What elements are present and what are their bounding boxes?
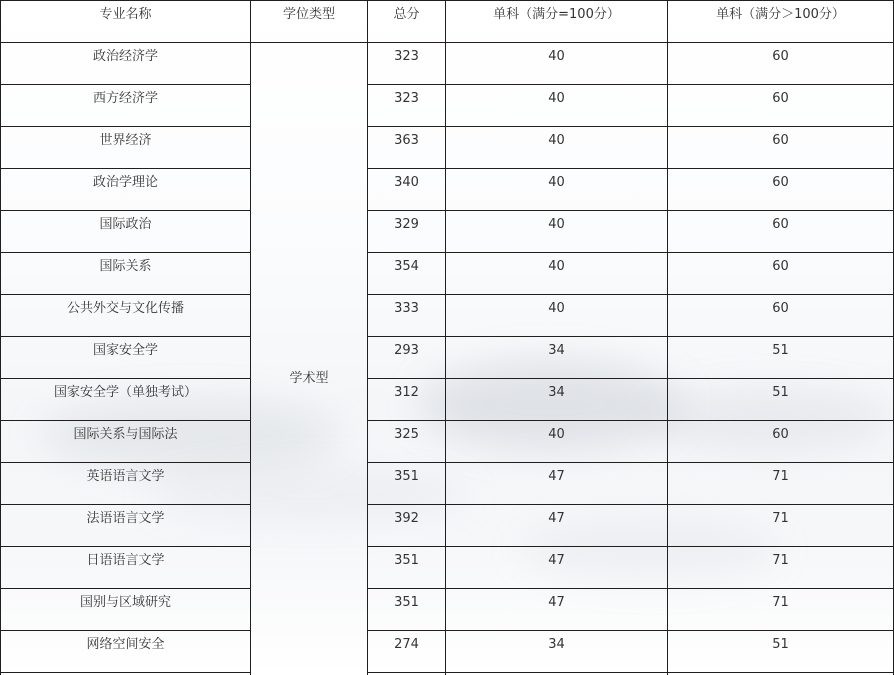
header-degree-type: 学位类型 xyxy=(251,1,368,43)
table-row xyxy=(1,631,894,673)
cell-major: 国际关系 xyxy=(1,253,251,295)
table-row xyxy=(1,85,894,127)
table-row xyxy=(1,505,894,547)
cell-single-100: 47 xyxy=(446,505,668,547)
cell-single-100: 40 xyxy=(446,253,668,295)
cell-major: 国家安全学（单独考试） xyxy=(1,379,251,421)
table-row xyxy=(1,463,894,505)
cell-total: 325 xyxy=(368,421,446,463)
cell-single-over-100: 60 xyxy=(668,211,894,253)
cell-single-100: 47 xyxy=(446,463,668,505)
cell-major: 政治经济学 xyxy=(1,43,251,85)
cell-single-100: 40 xyxy=(446,85,668,127)
cell-single-100: 34 xyxy=(446,379,668,421)
cell-single-over-100: 51 xyxy=(668,379,894,421)
cell-total: 323 xyxy=(368,43,446,85)
cell-major: 国际政治 xyxy=(1,211,251,253)
cell-single-100: 40 xyxy=(446,43,668,85)
cell-single-100: 47 xyxy=(446,589,668,631)
cell-single-100: 34 xyxy=(446,337,668,379)
table-row xyxy=(1,295,894,337)
cell-single-over-100: 60 xyxy=(668,253,894,295)
cell-major: 法语语言文学 xyxy=(1,505,251,547)
table-row xyxy=(1,169,894,211)
cell-major: 西方经济学 xyxy=(1,85,251,127)
cell-single-over-100: 71 xyxy=(668,505,894,547)
cell-single-over-100: 51 xyxy=(668,337,894,379)
cell-total: 333 xyxy=(368,295,446,337)
table-row xyxy=(1,589,894,631)
cell-single-over-100: 71 xyxy=(668,589,894,631)
table-row xyxy=(1,43,894,85)
cell-single-100: 34 xyxy=(446,631,668,673)
cell-total: 351 xyxy=(368,547,446,589)
cell-single-100: 40 xyxy=(446,211,668,253)
cell-total: 351 xyxy=(368,463,446,505)
table-row xyxy=(1,127,894,169)
cell-total: 329 xyxy=(368,211,446,253)
cell-total: 323 xyxy=(368,85,446,127)
cell-single-100: 40 xyxy=(446,169,668,211)
cell-total: 363 xyxy=(368,127,446,169)
table-row xyxy=(1,337,894,379)
cell-major: 日语语言文学 xyxy=(1,547,251,589)
cell-major: 国际关系与国际法 xyxy=(1,421,251,463)
cell-single-over-100: 60 xyxy=(668,127,894,169)
cell-single-over-100: 51 xyxy=(668,631,894,673)
table-row xyxy=(1,547,894,589)
cell-major: 英语语言文学 xyxy=(1,463,251,505)
header-single-over-100: 单科（满分＞100分） xyxy=(668,1,894,43)
cell-major: 政治学理论 xyxy=(1,169,251,211)
cell-total: 351 xyxy=(368,589,446,631)
cell-total: 274 xyxy=(368,631,446,673)
header-major: 专业名称 xyxy=(1,1,251,43)
table-row xyxy=(1,421,894,463)
cell-single-over-100: 60 xyxy=(668,295,894,337)
cell-single-100: 47 xyxy=(446,547,668,589)
table-row xyxy=(1,211,894,253)
cell-single-100: 40 xyxy=(446,127,668,169)
cell-total: 312 xyxy=(368,379,446,421)
table-header-row xyxy=(1,1,894,43)
cell-single-100: 40 xyxy=(446,295,668,337)
cell-degree-type: 学术型 xyxy=(251,43,368,675)
header-total: 总分 xyxy=(368,1,446,43)
table-row xyxy=(1,253,894,295)
cell-single-over-100: 71 xyxy=(668,463,894,505)
cell-total: 354 xyxy=(368,253,446,295)
cell-single-over-100: 60 xyxy=(668,169,894,211)
cell-total: 293 xyxy=(368,337,446,379)
cell-single-over-100: 60 xyxy=(668,421,894,463)
cell-single-100: 40 xyxy=(446,421,668,463)
cell-total: 340 xyxy=(368,169,446,211)
cell-single-over-100: 71 xyxy=(668,547,894,589)
cell-single-over-100: 60 xyxy=(668,85,894,127)
cell-major: 公共外交与文化传播 xyxy=(1,295,251,337)
table-row xyxy=(1,379,894,421)
cell-major: 世界经济 xyxy=(1,127,251,169)
cell-major: 网络空间安全 xyxy=(1,631,251,673)
cell-major: 国家安全学 xyxy=(1,337,251,379)
cell-major: 国别与区域研究 xyxy=(1,589,251,631)
header-single-100: 单科（满分=100分） xyxy=(446,1,668,43)
cell-single-over-100: 60 xyxy=(668,43,894,85)
cell-total: 392 xyxy=(368,505,446,547)
